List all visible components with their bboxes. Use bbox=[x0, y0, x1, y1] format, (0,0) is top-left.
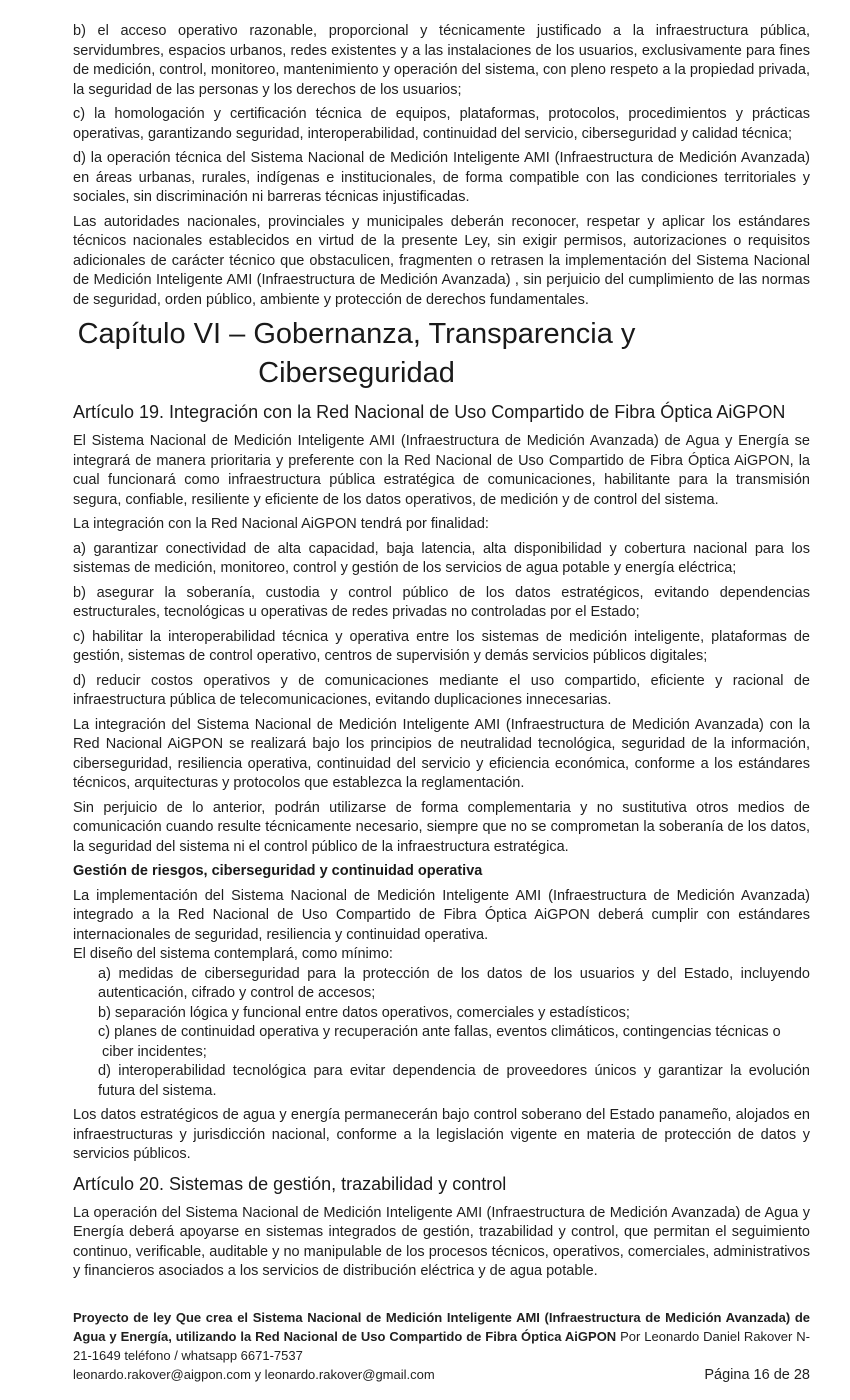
article-19-heading: Artículo 19. Integración con la Red Nacional de Uso Compartido de Fibra Óptica AiGPON bbox=[73, 402, 786, 422]
finality-item-a: a) garantizar conectividad de alta capacidad, baja latencia, alta disponibilidad y cobertura nacional para los sistemas de medición, monitoreo, control y gestión de los servicios de agua potable y energía eléctrica; bbox=[73, 540, 810, 576]
finality-item-d: d) reducir costos operativos y de comunicaciones mediante el uso compartido, eficiente y racional de infraestructura pública de telecomunicaciones, evitando duplicaciones innecesarias. bbox=[73, 672, 810, 708]
finality-item-b: b) asegurar la soberanía, custodia y control público de los datos estratégicos, evitando dependencias estructurales, tecnológicas u operativas de redes privadas no controladas por el Estado; bbox=[73, 584, 810, 620]
design-lead-line: El diseño del sistema contemplará, como mínimo: bbox=[73, 946, 393, 962]
design-item-c-line-1: c) planes de continuidad operativa y recuperación ante fallas, eventos climáticos, contingencias técnicas o bbox=[98, 1024, 781, 1040]
paragraph-authorities: Las autoridades nacionales, provinciales y municipales deberán reconocer, respetar y aplicar los estándares técnicos nacionales establecidos en virtud de la presente Ley, sin exigir permisos, autorizaciones o requisitos adicionales de carácter técnico que obstaculicen, fragmenten o retrasen la implementación del Sistema Nacional de Medición Inteligente AMI (Infraestructura de Medición Avanzada) , sin perjuicio del cumplimiento de las normas de seguridad, orden público, ambiente y protección de derechos fundamentales. bbox=[73, 213, 810, 308]
page-number: Página 16 de 28 bbox=[692, 1366, 810, 1385]
design-item-c bbox=[98, 1023, 810, 1062]
paragraph-finality-lead: La integración con la Red Nacional AiGPON tendrá por finalidad: bbox=[73, 516, 489, 532]
chapter-heading bbox=[73, 315, 640, 393]
footer-author-contact: Por Leonardo Daniel Rakover N-21-1649 teléfono / whatsapp 6671-7537 bbox=[73, 1328, 810, 1363]
paragraph-complementary-means: Sin perjuicio de lo anterior, podrán utilizarse de forma complementaria y no sustitutiva otros medios de comunicación cuando resulte técnicamente necesario, siempre que no se comprometan la soberanía de los datos, la seguridad del sistema ni el control público de la infraestructura estratégica. bbox=[73, 799, 810, 855]
design-item-b: b) separación lógica y funcional entre datos operativos, comerciales y estadísticos; bbox=[98, 1004, 630, 1021]
paragraph-risk-intro: La implementación del Sistema Nacional de Medición Inteligente AMI (Infraestructura de Medición Avanzada) integrado a la Red Nacional de Uso Compartido de Fibra Óptica AiGPON deberá cumplir con estándares internacionales de seguridad, resiliencia y continuidad operativa. bbox=[73, 887, 810, 943]
page-footer bbox=[73, 1308, 810, 1384]
paragraph-sovereign-data: Los datos estratégicos de agua y energía permanecerán bajo control soberano del Estado panameño, alojados en infraestructuras y jurisdicción nacional, conforme a la legislación vigente en materia de protección de datos y servicios públicos. bbox=[73, 1107, 810, 1162]
paragraph-principles: La integración del Sistema Nacional de Medición Inteligente AMI (Infraestructura de Medición Avanzada) con la Red Nacional AiGPON se realizará bajo los principios de neutralidad tecnológica, seguridad de la información, ciberseguridad, resiliencia operativa, continuidad del servicio y eficiencia económica, conforme a los estándares técnicos, arquitecturas y protocolos que establezca la reglamentación. bbox=[73, 716, 810, 791]
finality-item-c: c) habilitar la interoperabilidad técnica y operativa entre los sistemas de medición inteligente, plataformas de gestión, sistemas de control operativo, centros de supervisión y demás servicios públicos digitales; bbox=[73, 628, 810, 664]
chapter-heading-line-2: Ciberseguridad bbox=[258, 357, 455, 389]
paragraph-technical-operation: d) la operación técnica del Sistema Nacional de Medición Inteligente AMI (Infraestructura de Medición Avanzada) en áreas urbanas, rurales, indígenas e institucionales, de forma compatible con las condiciones territoriales y sociales, sin discriminación ni barreras técnicas injustificadas. bbox=[73, 150, 810, 205]
article-20-heading: Artículo 20. Sistemas de gestión, trazabilidad y control bbox=[73, 1173, 507, 1194]
paragraph-access-operative: b) el acceso operativo razonable, proporcional y técnicamente justificado a la infraestructura pública, servidumbres, espacios urbanos, redes existentes y a las instalaciones de los usuarios, exclusivamente para fines de medición, control, monitoreo, mantenimiento y operación del sistema, con pleno respeto a la propiedad privada, la seguridad de las personas y los derechos de los usuarios; bbox=[73, 23, 810, 98]
design-requirements-list bbox=[98, 965, 810, 1102]
chapter-heading-line-1: Capítulo VI – Gobernanza, Transparencia y bbox=[77, 318, 636, 350]
footer-emails: leonardo.rakover@aigpon.com y leonardo.rakover@gmail.com bbox=[73, 1366, 435, 1382]
design-item-d: d) interoperabilidad tecnológica para evitar dependencia de proveedores únicos y garantizar la evolución futura del sistema. bbox=[98, 1063, 810, 1099]
design-item-c-line-2: ciber incidentes; bbox=[102, 1043, 207, 1060]
paragraph-integration-intro: El Sistema Nacional de Medición Inteligente AMI (Infraestructura de Medición Avanzada) de Agua y Energía se integrará de manera prioritaria y preferente con la Red Nacional de Uso Compartido de Fibra Óptica AiGPON, la cual funcionará como infraestructura pública estratégica de comunicaciones, habilitante para la transmisión segura, confiable, resiliente y eficiente de los datos operativos, de medición y de control del sistema. bbox=[73, 433, 810, 508]
paragraph-article-20-body: La operación del Sistema Nacional de Medición Inteligente AMI (Infraestructura de Medición Avanzada) de Agua y Energía deberá apoyarse en sistemas integrados de gestión, trazabilidad y control, que permitan el seguimiento continuo, verificable, auditable y no manipulable de los procesos técnicos, operativos, comerciales, administrativos y financieros asociados a los servicios de distribución eléctrica y de agua potable. bbox=[73, 1204, 810, 1279]
design-item-a: a) medidas de ciberseguridad para la protección de los datos de los usuarios y del Estado, incluyendo autenticación, cifrado y control de accesos; bbox=[98, 965, 810, 1001]
risk-section-heading: Gestión de riesgos, ciberseguridad y continuidad operativa bbox=[73, 863, 483, 879]
footer-project-title: Proyecto de ley Que crea el Sistema Nacional de Medición Inteligente AMI (Infraestructura de Medición Avanzada) de Agua y Energía, utilizando la Red Nacional de Uso Compartido de Fibra Óptica AiGPON bbox=[73, 1309, 810, 1344]
paragraph-homologation: c) la homologación y certificación técnica de equipos, plataformas, protocolos, procedimientos y prácticas operativas, garantizando seguridad, interoperabilidad, continuidad del servicio, ciberseguridad y calidad técnica; bbox=[73, 106, 810, 142]
